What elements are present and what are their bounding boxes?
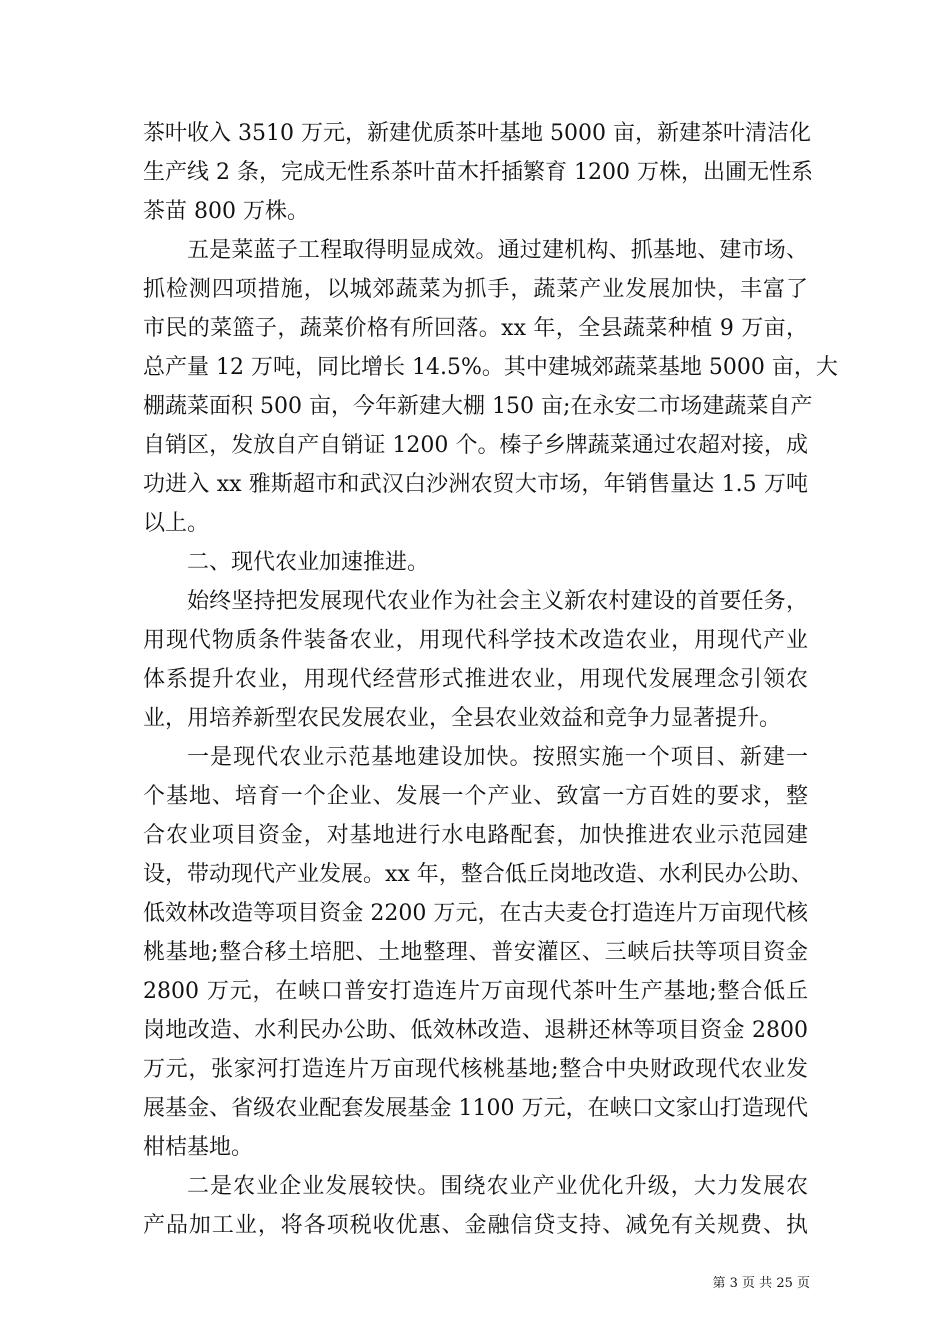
text-line: 业，用培养新型农民发展农业，全县农业效益和竞争力显著提升。 bbox=[143, 706, 782, 731]
text-line: 柑桔基地。 bbox=[143, 1135, 254, 1160]
text-line: 功进入 xx 雅斯超市和武汉白沙洲农贸大市场，年销售量达 1.5 万吨 bbox=[143, 472, 808, 497]
text-line: 体系提升农业，用现代经营形式推进农业，用现代发展理念引领农 bbox=[143, 667, 808, 692]
text-line: 总产量 12 万吨，同比增长 14.5%。其中建城郊蔬菜基地 5000 亩，大 bbox=[143, 355, 838, 380]
section-heading: 二、现代农业加速推进。 bbox=[187, 550, 430, 575]
text-line: 个基地、培育一个企业、发展一个产业、致富一方百姓的要求，整 bbox=[143, 784, 808, 809]
text-line: 二是农业企业发展较快。围绕农业产业优化升级，大力发展农 bbox=[187, 1174, 808, 1199]
text-line: 万元，张家河打造连片万亩现代核桃基地;整合中央财政现代农业发 bbox=[143, 1057, 808, 1082]
text-line: 始终坚持把发展现代农业作为社会主义新农村建设的首要任务， bbox=[187, 589, 808, 614]
text-line: 茶叶收入 3510 万元，新建优质茶叶基地 5000 亩，新建茶叶清洁化 bbox=[143, 121, 811, 146]
text-line: 自销区，发放自产自销证 1200 个。榛子乡牌蔬菜通过农超对接，成 bbox=[143, 433, 808, 458]
text-line: 用现代物质条件装备农业，用现代科学技术改造农业，用现代产业 bbox=[143, 628, 808, 653]
text-line: 茶苗 800 万株。 bbox=[143, 199, 309, 224]
text-line: 岗地改造、水利民办公助、低效林改造、退耕还林等项目资金 2800 bbox=[143, 1018, 808, 1043]
text-line: 五是菜蓝子工程取得明显成效。通过建机构、抓基地、建市场、 bbox=[187, 238, 808, 263]
text-line: 一是现代农业示范基地建设加快。按照实施一个项目、新建一 bbox=[187, 745, 808, 770]
document-body bbox=[143, 114, 838, 1245]
text-line: 市民的菜篮子，蔬菜价格有所回落。xx 年，全县蔬菜种植 9 万亩， bbox=[143, 316, 808, 341]
page-number: 第 3 页 共 25 页 bbox=[712, 1276, 810, 1291]
text-line: 合农业项目资金，对基地进行水电路配套，加快推进农业示范园建 bbox=[143, 823, 808, 848]
text-line: 生产线 2 条，完成无性系茶叶苗木扦插繁育 1200 万株，出圃无性系 bbox=[143, 160, 813, 185]
text-line: 以上。 bbox=[143, 511, 210, 536]
text-line: 2800 万元，在峡口普安打造连片万亩现代茶叶生产基地;整合低丘 bbox=[143, 979, 808, 1004]
text-line: 设，带动现代产业发展。xx 年，整合低丘岗地改造、水利民办公助、 bbox=[143, 862, 813, 887]
text-line: 桃基地;整合移土培肥、土地整理、普安灌区、三峡后扶等项目资金 bbox=[143, 940, 808, 965]
text-line: 展基金、省级农业配套发展基金 1100 万元，在峡口文家山打造现代 bbox=[143, 1096, 808, 1121]
text-line: 抓检测四项措施，以城郊蔬菜为抓手，蔬菜产业发展加快，丰富了 bbox=[143, 277, 808, 302]
text-line: 产品加工业，将各项税收优惠、金融信贷支持、减免有关规费、执 bbox=[143, 1213, 808, 1238]
text-line: 低效林改造等项目资金 2200 万元，在古夫麦仓打造连片万亩现代核 bbox=[143, 901, 808, 926]
text-line: 棚蔬菜面积 500 亩，今年新建大棚 150 亩;在永安二市场建蔬菜自产 bbox=[143, 394, 813, 419]
